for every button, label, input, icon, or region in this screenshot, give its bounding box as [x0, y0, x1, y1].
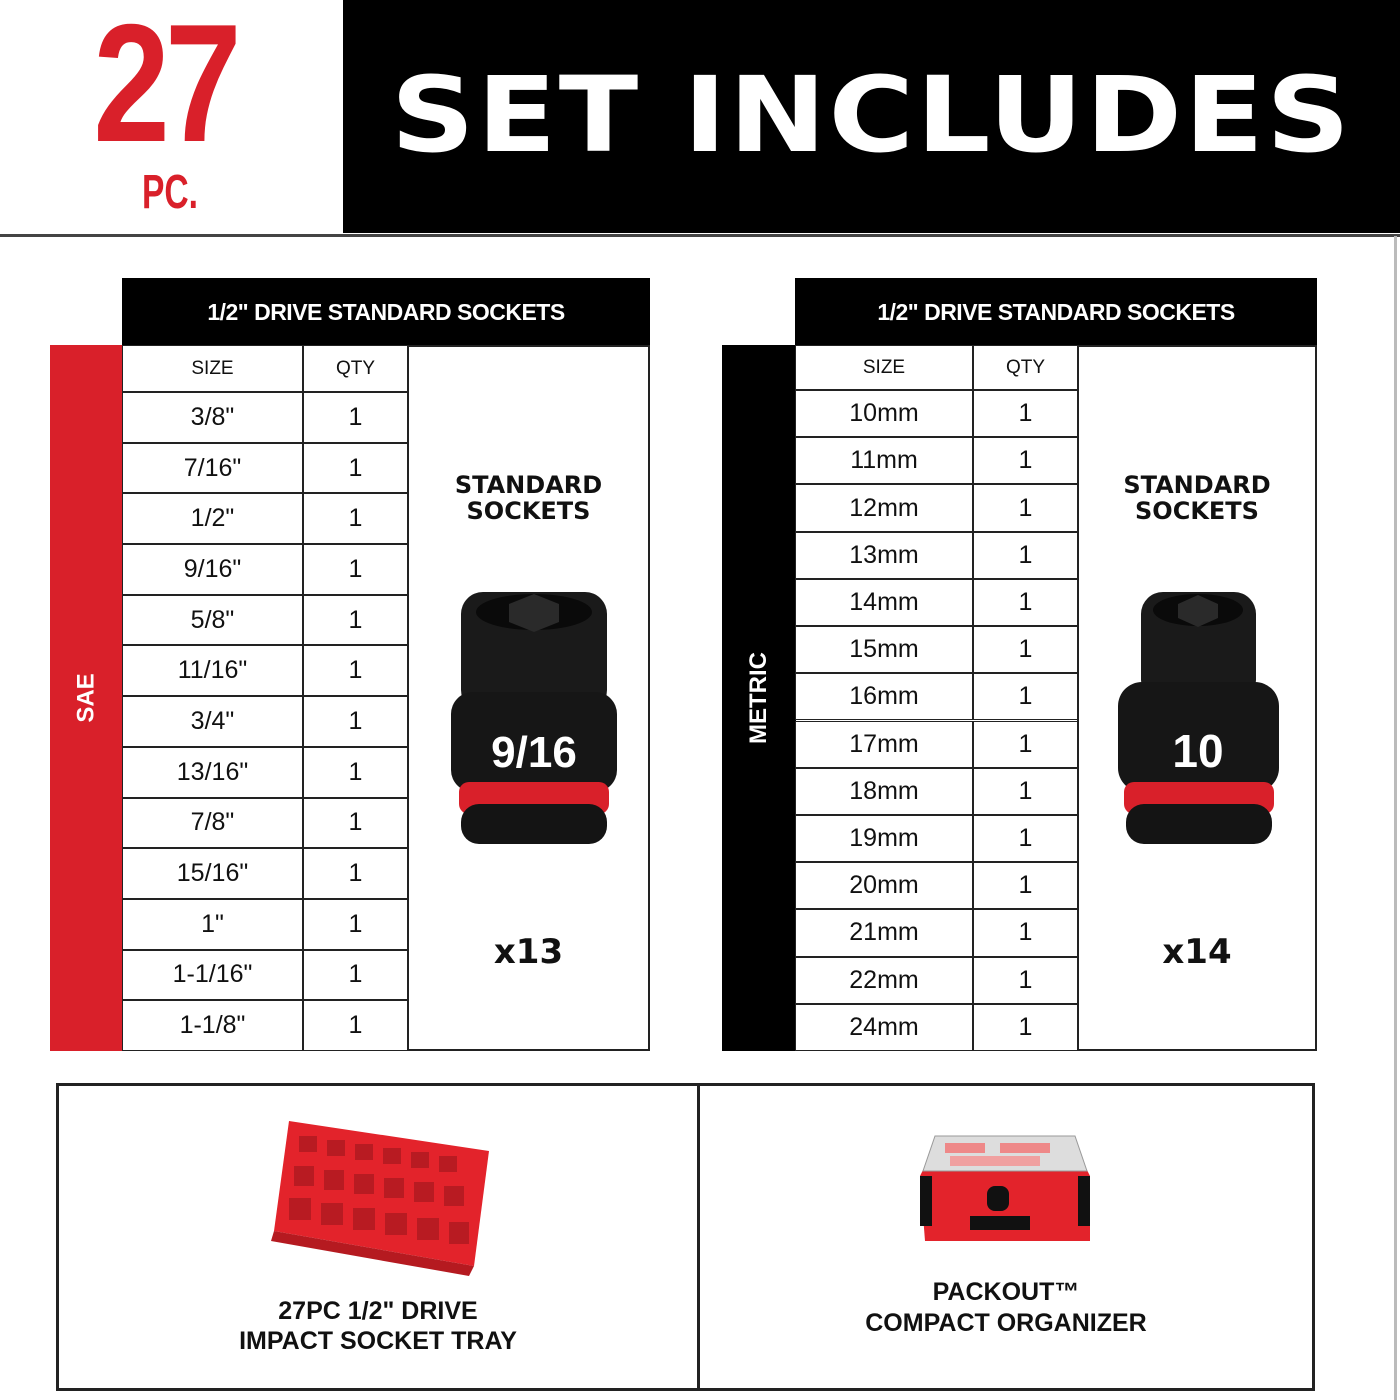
size-cell: 22mm [795, 957, 973, 1004]
size-cell: 12mm [795, 484, 973, 531]
qty-cell: 1 [303, 848, 408, 899]
socket-image [1116, 582, 1281, 862]
qty-cell: 1 [973, 390, 1078, 437]
sae-socket-panel [407, 345, 650, 1051]
size-cell: 1-1/8" [122, 1000, 303, 1051]
qty-cell: 1 [303, 798, 408, 849]
socket-quantity: x13 [493, 932, 564, 972]
metric-size-table [795, 345, 1078, 1051]
socket-marking: 10 [1172, 725, 1224, 777]
title-banner [343, 0, 1400, 233]
column-header-qty: QTY [973, 345, 1078, 390]
qty-cell: 1 [303, 696, 408, 747]
size-cell: 14mm [795, 579, 973, 626]
column-header-size: SIZE [122, 345, 303, 392]
size-cell: 1" [122, 899, 303, 950]
divider [1394, 236, 1397, 1400]
qty-cell: 1 [303, 544, 408, 595]
size-cell: 7/8" [122, 798, 303, 849]
panel-title: SOCKETS [1135, 497, 1259, 525]
qty-cell: 1 [973, 1004, 1078, 1051]
panel-title: SOCKETS [466, 497, 591, 525]
qty-cell: 1 [973, 909, 1078, 956]
socket-quantity: x14 [1162, 932, 1232, 972]
qty-cell: 1 [973, 721, 1078, 768]
size-cell: 11mm [795, 437, 973, 484]
accessory-organizer [697, 1083, 1315, 1391]
piece-count: 27 [93, 0, 237, 177]
metric-table-title: 1/2" DRIVE STANDARD SOCKETS [795, 278, 1317, 346]
size-cell: 16mm [795, 673, 973, 720]
qty-cell: 1 [973, 579, 1078, 626]
size-cell: 19mm [795, 815, 973, 862]
size-cell: 3/8" [122, 392, 303, 443]
qty-cell: 1 [973, 626, 1078, 673]
qty-cell: 1 [973, 484, 1078, 531]
metric-side-label [722, 345, 796, 1051]
qty-cell: 1 [973, 862, 1078, 909]
size-cell: 18mm [795, 768, 973, 815]
column-header-qty: QTY [303, 345, 408, 392]
accessory-label: 27PC 1/2" DRIVE [278, 1297, 478, 1325]
sae-label: SAE [72, 673, 100, 723]
size-cell: 11/16" [122, 645, 303, 696]
size-cell: 5/8" [122, 595, 303, 646]
socket-tray-image [259, 1116, 519, 1281]
size-cell: 24mm [795, 1004, 973, 1051]
size-cell: 3/4" [122, 696, 303, 747]
qty-cell: 1 [973, 673, 1078, 720]
sae-table-title: 1/2" DRIVE STANDARD SOCKETS [122, 278, 650, 346]
qty-cell: 1 [303, 493, 408, 544]
qty-cell: 1 [303, 595, 408, 646]
size-cell: 15/16" [122, 848, 303, 899]
panel-title: STANDARD [1123, 471, 1271, 499]
metric-socket-panel [1077, 345, 1317, 1051]
qty-cell: 1 [973, 437, 1078, 484]
sae-size-table [122, 345, 408, 1051]
panel-title: STANDARD [454, 471, 603, 499]
size-cell: 10mm [795, 390, 973, 437]
qty-cell: 1 [303, 645, 408, 696]
qty-cell: 1 [973, 815, 1078, 862]
qty-cell: 1 [303, 747, 408, 798]
divider [0, 234, 1400, 237]
accessory-tray [56, 1083, 700, 1391]
metric-label: METRIC [745, 652, 772, 744]
size-cell: 20mm [795, 862, 973, 909]
accessory-label: PACKOUT™ [932, 1278, 1080, 1306]
socket-image [449, 582, 619, 862]
qty-cell: 1 [973, 532, 1078, 579]
packout-organizer-image [915, 1131, 1095, 1256]
qty-cell: 1 [303, 1000, 408, 1051]
qty-cell: 1 [973, 768, 1078, 815]
column-header-size: SIZE [795, 345, 973, 390]
size-cell: 13/16" [122, 747, 303, 798]
size-cell: 9/16" [122, 544, 303, 595]
accessory-label: IMPACT SOCKET TRAY [239, 1327, 517, 1355]
qty-cell: 1 [303, 950, 408, 1001]
size-cell: 1-1/16" [122, 950, 303, 1001]
size-cell: 7/16" [122, 443, 303, 494]
accessory-label: COMPACT ORGANIZER [865, 1309, 1147, 1337]
size-cell: 1/2" [122, 493, 303, 544]
page-title: SET INCLUDES [390, 54, 1353, 176]
qty-cell: 1 [973, 957, 1078, 1004]
qty-cell: 1 [303, 443, 408, 494]
size-cell: 17mm [795, 721, 973, 768]
size-cell: 15mm [795, 626, 973, 673]
socket-marking: 9/16 [491, 728, 577, 777]
size-cell: 21mm [795, 909, 973, 956]
sae-side-label [50, 345, 123, 1051]
size-cell: 13mm [795, 532, 973, 579]
qty-cell: 1 [303, 899, 408, 950]
piece-count-unit: PC. [141, 166, 198, 219]
qty-cell: 1 [303, 392, 408, 443]
